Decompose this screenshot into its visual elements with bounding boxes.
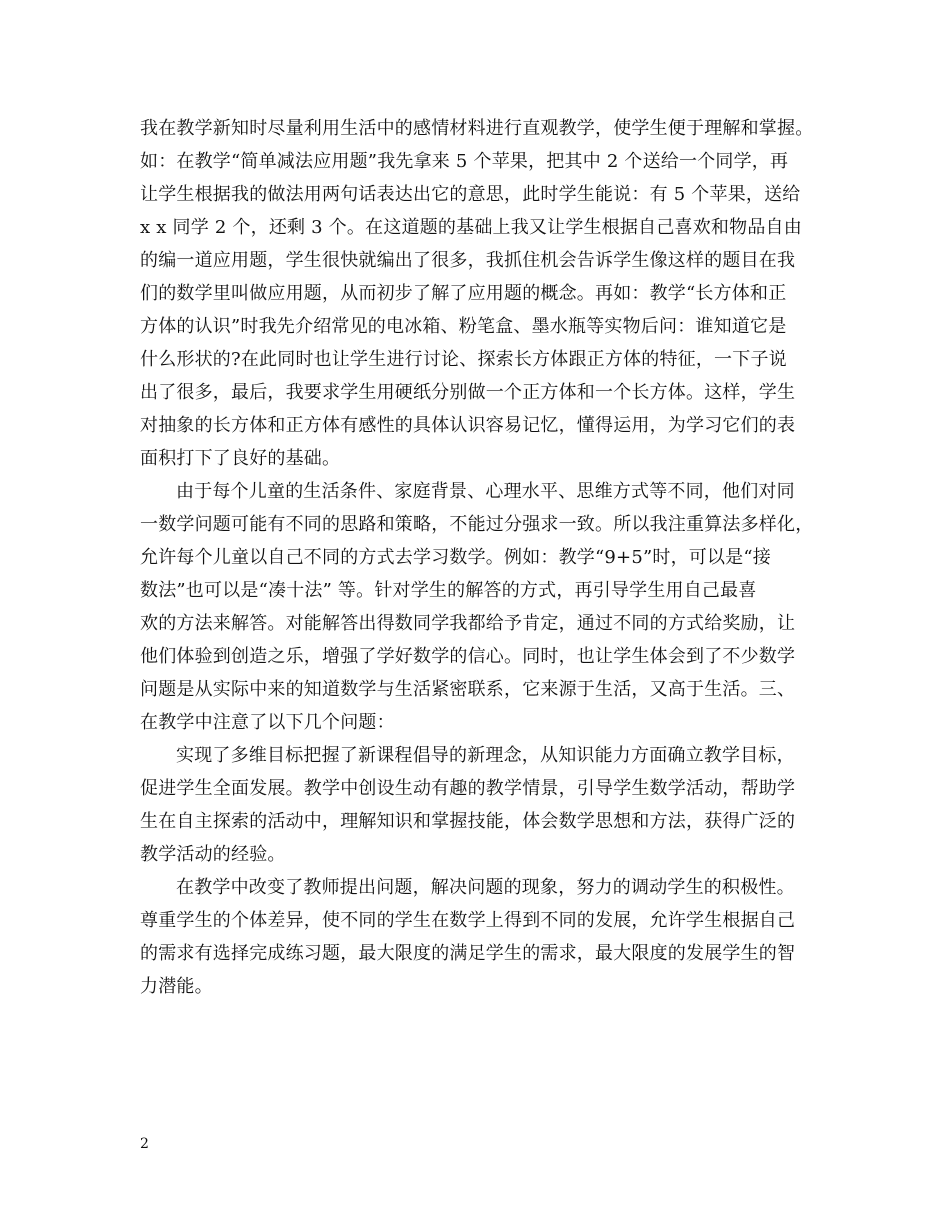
text-line: 问题是从实际中来的知道数学与生活紧密联系，它来源于生活，又高于生活。三、 <box>140 679 796 700</box>
text-line: 我在教学新知时尽量利用生活中的感情材料进行直观教学，使学生便于理解和掌握。 <box>140 118 814 139</box>
text-line: 方体的认识”时我先介绍常见的电冰箱、粉笔盒、墨水瓶等实物后问：谁知道它是 <box>140 316 787 337</box>
paragraph-first-line: 由于每个儿童的生活条件、家庭背景、心理水平、思维方式等不同，他们对同 <box>176 481 795 502</box>
text-line: 的需求有选择完成练习题，最大限度的满足学生的需求，最大限度的发展学生的智 <box>140 943 796 964</box>
text-line: 促进学生全面发展。教学中创设生动有趣的教学情景，引导学生数学活动，帮助学 <box>140 778 796 799</box>
text-line: 他们体验到创造之乐，增强了学好数学的信心。同时，也让学生体会到了不少数学 <box>140 646 796 667</box>
document-body <box>140 112 830 1003</box>
paragraph-first-line: 实现了多维目标把握了新课程倡导的新理念，从知识能力方面确立教学目标， <box>176 745 795 766</box>
text-line: 让学生根据我的做法用两句话表达出它的意思，此时学生能说：有 5 个苹果，送给 <box>140 184 801 205</box>
text-line: 如：在教学“简单减法应用题”我先拿来 5 个苹果，把其中 2 个送给一个同学，再 <box>140 151 789 172</box>
text-line: 出了很多，最后，我要求学生用硬纸分别做一个正方体和一个长方体。这样，学生 <box>140 382 796 403</box>
text-line: 力潜能。 <box>140 976 213 997</box>
text-line: x x 同学 2 个，还剩 3 个。在这道题的基础上我又让学生根据自己喜欢和物品自由 <box>140 217 802 238</box>
text-line: 对抽象的长方体和正方体有感性的具体认识容易记忆，懂得运用，为学习它们的表 <box>140 415 796 436</box>
text-line: 欢的方法来解答。对能解答出得数同学我都给予肯定，通过不同的方式给奖励，让 <box>140 613 796 634</box>
page-number: 2 <box>140 1136 149 1152</box>
text-line: 面积打下了良好的基础。 <box>140 448 341 469</box>
text-line: 什么形状的?在此同时也让学生进行讨论、探索长方体跟正方体的特征，一下子说 <box>140 349 787 370</box>
text-line: 们的数学里叫做应用题，从而初步了解了应用题的概念。再如：教学“长方体和正 <box>140 283 787 304</box>
text-line: 尊重学生的个体差异，使不同的学生在数学上得到不同的发展，允许学生根据自己 <box>140 910 796 931</box>
text-line: 在教学中注意了以下几个问题： <box>140 712 395 733</box>
text-line: 生在自主探索的活动中，理解知识和掌握技能，体会数学思想和方法，获得广泛的 <box>140 811 796 832</box>
text-line: 教学活动的经验。 <box>140 844 286 865</box>
text-line: 允许每个儿童以自己不同的方式去学习数学。例如：教学“9+5”时，可以是“接 <box>140 547 771 568</box>
text-line: 的编一道应用题，学生很快就编出了很多，我抓住机会告诉学生像这样的题目在我 <box>140 250 796 271</box>
text-line: 一数学问题可能有不同的思路和策略，不能过分强求一致。所以我注重算法多样化， <box>140 514 814 535</box>
paragraph-first-line: 在教学中改变了教师提出问题，解决问题的现象，努力的调动学生的积极性。 <box>176 877 795 898</box>
text-line: 数法”也可以是“凑十法” 等。针对学生的解答的方式，再引导学生用自己最喜 <box>140 580 757 601</box>
